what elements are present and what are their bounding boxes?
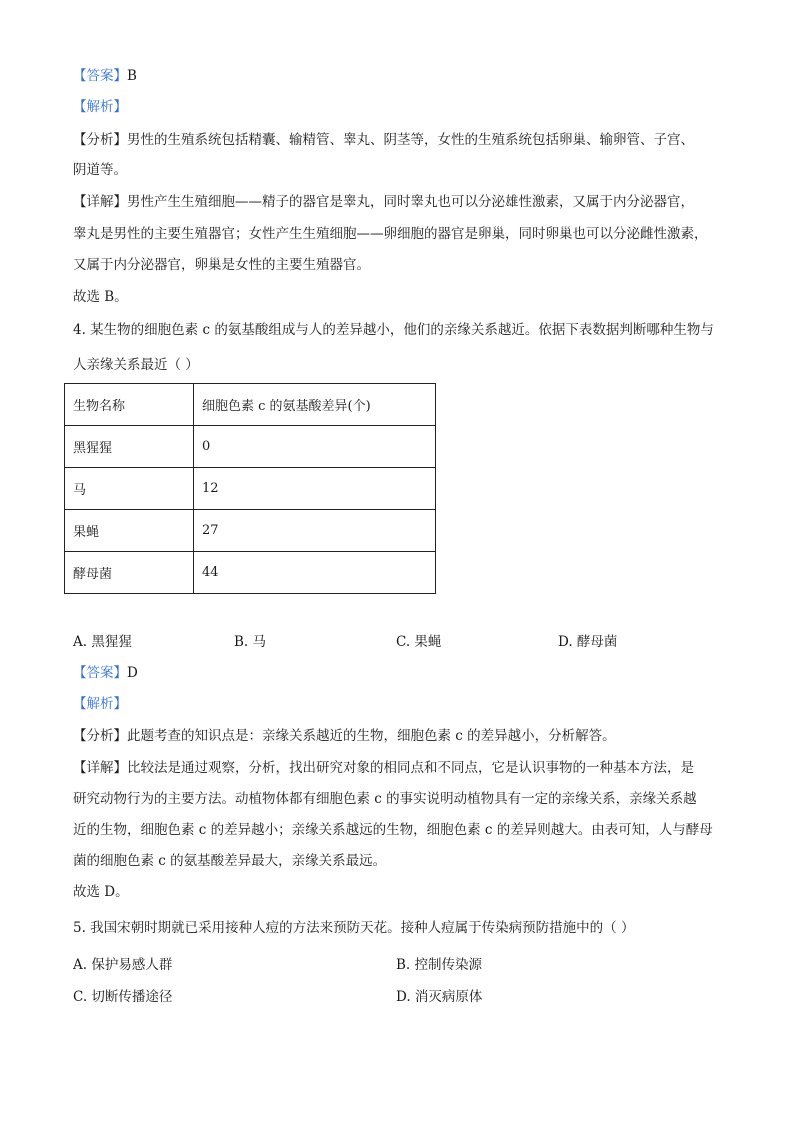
q4-xiangjie-line-2: 研究动物行为的主要方法。动植物体都有细胞色素 c 的事实说明动植物具有一定的亲缘关系，亲缘关系越	[73, 791, 697, 807]
q4-answer-line	[73, 663, 138, 683]
q4-option-c[interactable]: C. 果蝇	[396, 634, 442, 650]
analysis-label: 【解析】	[73, 696, 127, 712]
q4-analysis-line	[73, 694, 127, 714]
q3-fenxi-line-2: 阴道等。	[73, 162, 127, 178]
table-header-cell: 细胞色素 c 的氨基酸差异(个)	[194, 384, 436, 426]
analysis-label: 【解析】	[73, 99, 127, 115]
q3-fenxi-line-1	[73, 130, 694, 150]
q4-stem-line-2: 人亲缘关系最近（ ）	[73, 357, 199, 373]
table-row	[65, 552, 436, 594]
xiangjie-text: 男性产生生殖细胞——精子的器官是睾丸，同时睾丸也可以分泌雄性激素，又属于内分泌器官，	[127, 194, 694, 210]
fenxi-text: 此题考查的知识点是：亲缘关系越近的生物，细胞色素 c 的差异越小，分析解答。	[127, 728, 616, 744]
q4-option-b[interactable]: B. 马	[234, 634, 267, 650]
q4-xiangjie-line-1	[73, 758, 694, 778]
xiangjie-label: 【详解】	[73, 760, 127, 776]
q3-answer-line	[73, 66, 137, 86]
xiangjie-text: 比较法是通过观察，分析，找出研究对象的相同点和不同点，它是认识事物的一种基本方法，是	[127, 760, 694, 776]
table-cell-value: 27	[194, 510, 436, 552]
q3-xiangjie-line-2: 睾丸是男性的主要生殖器官；女性产生生殖细胞——卵细胞的器官是卵巢，同时卵巢也可以分泌雌性激素，	[73, 226, 708, 242]
table-cell-name: 马	[65, 468, 194, 510]
q4-conclusion: 故选 D。	[73, 884, 129, 900]
table-header-row	[65, 384, 436, 426]
data-table	[64, 383, 436, 594]
table-header-cell: 生物名称	[65, 384, 194, 426]
q5-stem: 5. 我国宋朝时期就已采用接种人痘的方法来预防天花。接种人痘属于传染病预防措施中的（ ）	[73, 920, 635, 936]
q4-stem-line-1: 4. 某生物的细胞色素 c 的氨基酸组成与人的差异越小，他们的亲缘关系越近。依据下表数据判断哪种生物与	[73, 322, 714, 338]
q3-xiangjie-line-1	[73, 192, 694, 212]
answer-value: B	[127, 68, 137, 84]
table-row	[65, 468, 436, 510]
table-cell-name: 黑猩猩	[65, 426, 194, 468]
fenxi-label: 【分析】	[73, 728, 127, 744]
q3-xiangjie-line-3: 又属于内分泌器官，卵巢是女性的主要生殖器官。	[73, 257, 370, 273]
q3-conclusion: 故选 B。	[73, 289, 128, 305]
q5-option-d[interactable]: D. 消灭病原体	[396, 989, 483, 1005]
table-cell-value: 0	[194, 426, 436, 468]
answer-value: D	[127, 665, 138, 681]
answer-label: 【答案】	[73, 665, 127, 681]
q4-xiangjie-line-4: 菌的细胞色素 c 的氨基酸差异最大，亲缘关系最远。	[73, 853, 387, 869]
table-row	[65, 510, 436, 552]
answer-label: 【答案】	[73, 68, 127, 84]
q4-fenxi-line	[73, 726, 616, 746]
fenxi-text: 男性的生殖系统包括精囊、输精管、睾丸、阴茎等，女性的生殖系统包括卵巢、输卵管、子宫、	[127, 132, 694, 148]
q5-option-b[interactable]: B. 控制传染源	[396, 957, 483, 973]
q5-option-a[interactable]: A. 保护易感人群	[73, 957, 173, 973]
q4-xiangjie-line-3: 近的生物，细胞色素 c 的差异越小；亲缘关系越远的生物，细胞色素 c 的差异则越大。由表可知，人与酵母	[73, 822, 713, 838]
table-cell-value: 44	[194, 552, 436, 594]
xiangjie-label: 【详解】	[73, 194, 127, 210]
fenxi-label: 【分析】	[73, 132, 127, 148]
q3-analysis-line	[73, 97, 127, 117]
table-cell-name: 果蝇	[65, 510, 194, 552]
q4-option-a[interactable]: A. 黑猩猩	[73, 634, 132, 650]
q4-option-d[interactable]: D. 酵母菌	[558, 634, 618, 650]
q5-option-c[interactable]: C. 切断传播途径	[73, 989, 173, 1005]
table-cell-value: 12	[194, 468, 436, 510]
table-row	[65, 426, 436, 468]
table-cell-name: 酵母菌	[65, 552, 194, 594]
